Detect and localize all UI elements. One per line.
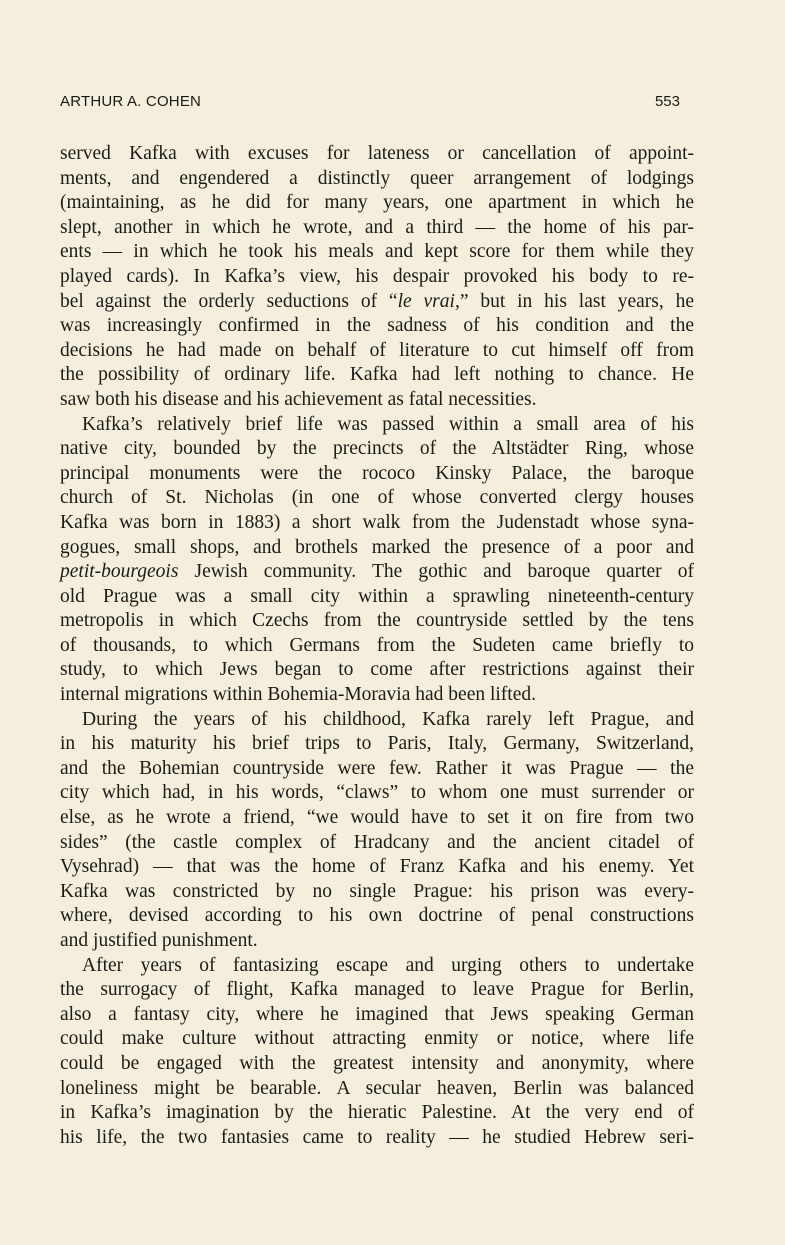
text-segment: of thousands, to which Germans from the Sudeten came briefly to <box>60 634 694 656</box>
text-segment: served Kafka with excuses for lateness or cancellation of appoint- <box>60 143 694 164</box>
text-line <box>60 585 694 610</box>
text-segment: could make culture without attracting enmity or notice, where life <box>60 1028 694 1050</box>
text-line <box>60 413 694 438</box>
text-segment: Vysehrad) — that was the home of Franz Kafka and his enemy. Yet <box>60 856 694 878</box>
text-line <box>60 781 694 806</box>
text-line <box>60 683 694 708</box>
text-segment: played cards). In Kafka’s view, his despair provoked his body to re- <box>60 265 694 287</box>
text-line <box>60 708 694 733</box>
page-number: 553 <box>654 93 680 110</box>
running-head <box>60 93 680 113</box>
text-segment: native city, bounded by the precincts of the Altstädter Ring, whose <box>60 438 694 460</box>
text-line <box>60 191 694 216</box>
text-line <box>60 363 694 388</box>
text-line <box>60 462 694 487</box>
text-line <box>60 536 694 561</box>
text-line <box>60 929 694 954</box>
text-segment: ments, and engendered a distinctly queer arrangement of lodgings <box>60 167 694 189</box>
text-segment: ents — in which he took his meals and kept score for them while they <box>60 241 694 263</box>
text-line <box>60 634 694 659</box>
text-line <box>60 1126 694 1151</box>
text-segment: ” but in his last years, he <box>459 290 695 312</box>
text-segment: also a fantasy city, where he imagined that Jews speaking German <box>60 1003 694 1025</box>
text-line <box>60 265 694 290</box>
text-segment: internal migrations within Bohemia-Moravia had been lifted. <box>60 684 536 706</box>
text-segment: bel against the orderly seductions of “ <box>60 290 398 312</box>
text-segment: could be engaged with the greatest intensity and anonymity, where <box>60 1052 694 1074</box>
text-segment: saw both his disease and his achievement as fatal necessities. <box>60 388 537 410</box>
text-segment: sides” (the castle complex of Hradcany and the ancient citadel of <box>60 831 694 853</box>
text-segment: in Kafka’s imagination by the hieratic Palestine. At the very end of <box>60 1102 694 1124</box>
text-segment: city which had, in his words, “claws” to whom one must surrender or <box>60 782 694 804</box>
text-segment: and justified punishment. <box>60 930 258 951</box>
text-line <box>60 290 694 315</box>
text-line <box>60 560 694 585</box>
text-segment: where, devised according to his own doctrine of penal constructions <box>60 905 694 927</box>
text-line <box>60 142 694 167</box>
text-segment: old Prague was a small city within a sprawling nineteenth-century <box>60 585 694 607</box>
text-segment: (maintaining, as he did for many years, one apartment in which he <box>60 192 694 214</box>
text-line <box>60 1003 694 1028</box>
text-line <box>60 437 694 462</box>
body-text <box>60 142 694 1150</box>
italic-text-segment: le vrai, <box>397 290 460 312</box>
text-line <box>60 609 694 634</box>
text-segment: study, to which Jews began to come after restrictions against their <box>60 659 694 681</box>
text-line <box>60 904 694 929</box>
text-segment: else, as he wrote a friend, “we would have to set it on fire from two <box>60 807 694 829</box>
text-line <box>60 732 694 757</box>
text-segment: metropolis in which Czechs from the countryside settled by the tens <box>60 610 694 632</box>
text-segment: the possibility of ordinary life. Kafka had left nothing to chance. He <box>60 364 694 386</box>
text-line <box>60 511 694 536</box>
text-segment: and the Bohemian countryside were few. Rather it was Prague — the <box>60 757 694 779</box>
text-line <box>60 339 694 364</box>
text-line <box>60 167 694 192</box>
text-line <box>60 314 694 339</box>
text-segment: in his maturity his brief trips to Paris, Italy, Germany, Switzerland, <box>60 733 694 755</box>
text-segment: church of St. Nicholas (in one of whose converted clergy houses <box>60 487 694 509</box>
text-line <box>60 855 694 880</box>
text-line <box>60 1101 694 1126</box>
text-segment: his life, the two fantasies came to reality — he studied Hebrew seri- <box>60 1126 694 1148</box>
text-line <box>60 954 694 979</box>
text-segment: decisions he had made on behalf of literature to cut himself off from <box>60 339 694 361</box>
text-segment: After years of fantasizing escape and urging others to undertake <box>82 954 694 976</box>
text-line <box>60 216 694 241</box>
text-line <box>60 806 694 831</box>
text-segment: slept, another in which he wrote, and a third — the home of his par- <box>60 216 694 238</box>
text-line <box>60 757 694 782</box>
text-segment: Kafka was born in 1883) a short walk from the Judenstadt whose syna- <box>60 511 694 533</box>
text-segment: principal monuments were the rococo Kinsky Palace, the baroque <box>60 462 694 484</box>
text-segment: During the years of his childhood, Kafka rarely left Prague, and <box>82 708 694 730</box>
text-segment: loneliness might be bearable. A secular heaven, Berlin was balanced <box>60 1077 694 1099</box>
text-segment: was increasingly confirmed in the sadness of his condition and the <box>60 315 694 337</box>
text-segment: Kafka was constricted by no single Prague: his prison was every- <box>60 880 694 902</box>
text-line <box>60 1077 694 1102</box>
text-line <box>60 388 694 413</box>
text-segment: Kafka’s relatively brief life was passed within a small area of his <box>82 413 694 435</box>
text-line <box>60 486 694 511</box>
text-segment: Jewish community. The gothic and baroque quarter of <box>178 561 694 583</box>
text-line <box>60 880 694 905</box>
running-head-author: ARTHUR A. COHEN <box>60 93 202 110</box>
text-segment: gogues, small shops, and brothels marked the presence of a poor and <box>60 536 694 558</box>
text-line <box>60 658 694 683</box>
text-line <box>60 240 694 265</box>
text-line <box>60 831 694 856</box>
italic-text-segment: petit-bourgeois <box>60 561 179 583</box>
text-line <box>60 978 694 1003</box>
text-line <box>60 1027 694 1052</box>
text-line <box>60 1052 694 1077</box>
text-segment: the surrogacy of flight, Kafka managed to leave Prague for Berlin, <box>60 979 694 1001</box>
